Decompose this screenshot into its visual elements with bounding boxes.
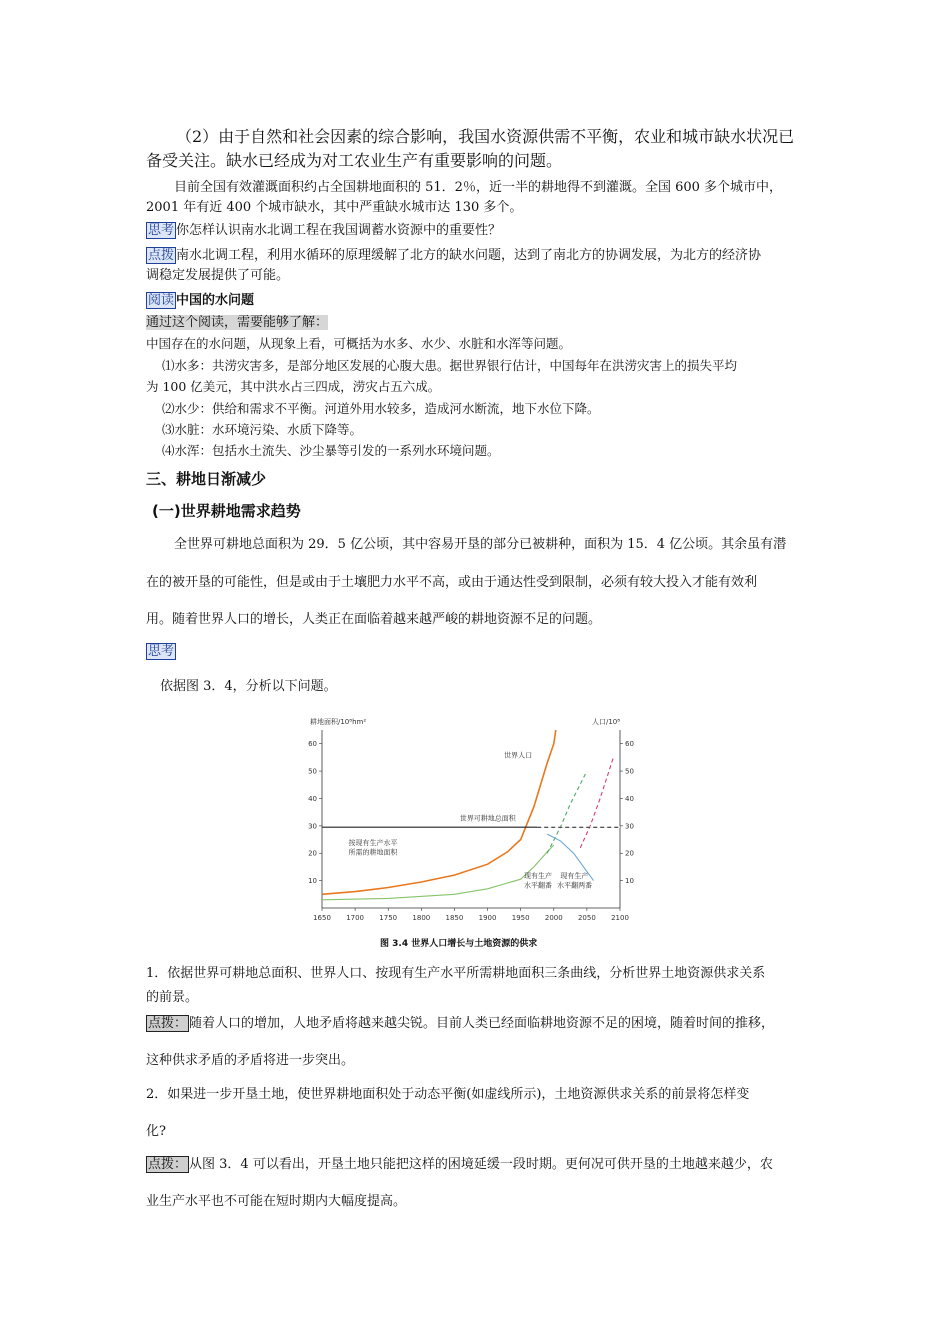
x-tick-label: 2050	[577, 914, 596, 922]
reading-heading: 阅读 中国的水问题	[148, 293, 255, 308]
paragraph-irrigation: 目前全国有效灌溉面积约占全国耕地面积的 51．2％，近一半的耕地得不到灌溉。全国 600 多个城市中，	[174, 180, 783, 195]
y-tick-label-left: 20	[308, 849, 317, 858]
water-item-4: ⑷水浑：包括水土流失、沙尘暴等引发的一系列水环境问题。	[162, 443, 500, 458]
section-title: 三、耕地日渐减少	[146, 470, 267, 488]
x-tick-label: 2100	[611, 914, 629, 922]
annotation-needed-2: 所需的耕地面积	[348, 848, 398, 857]
y-tick-label-left: 60	[308, 740, 317, 749]
question-1-cont: 的前景。	[146, 990, 199, 1005]
paragraph-arable-cont2: 用。随着世界人口的增长，人类正在面临着越来越严峻的耕地资源不足的问题。	[146, 612, 602, 627]
question-1: 1．依据世界可耕地总面积、世界人口、按现有生产水平所需耕地面积三条曲线，分析世界土地资源供求关系	[146, 966, 766, 981]
y-tick-label-right: 20	[625, 849, 634, 858]
x-tick-label: 1700	[346, 914, 365, 922]
annotation-needed-1: 按现有生产水平	[348, 839, 398, 848]
y-tick-label-right: 40	[625, 794, 634, 803]
hint-tag: 点拨：	[148, 1016, 188, 1031]
annotation-population: 世界人口	[504, 751, 533, 760]
hint-3-cont: 业生产水平也不可能在短时期内大幅度提高。	[146, 1194, 407, 1209]
hint-tag: 点拨：	[148, 1157, 188, 1172]
hint-2-cont: 这种供求矛盾的矛盾将进一步突出。	[146, 1053, 355, 1068]
x-tick-label: 1750	[379, 914, 398, 922]
read-tag: 阅读	[148, 293, 175, 308]
think-tag: 思考	[148, 644, 175, 659]
y-tick-label-left: 30	[308, 822, 317, 831]
x-tick-label: 1950	[511, 914, 530, 922]
y-tick-label-left: 40	[308, 794, 317, 803]
water-summary: 中国存在的水问题，从现象上看，可概括为水多、水少、水脏和水浑等问题。	[146, 336, 572, 351]
y-tick-label-right: 50	[625, 767, 634, 776]
paragraph-water-imbalance: （2）由于自然和社会因素的综合影响，我国水资源供需不平衡，农业和城市缺水状况已	[176, 127, 795, 146]
water-item-3: ⑶水脏：水环境污染、水质下降等。	[162, 422, 363, 437]
annotation-quad-2: 水平翻两番	[557, 881, 593, 890]
annotation-total-arable: 世界可耕地总面积	[459, 814, 516, 823]
water-item-1-cont: 为 100 亿美元，其中洪水占三四成，涝灾占五六成。	[146, 379, 441, 394]
figure-lead: 依据图 3．4，分析以下问题。	[160, 679, 337, 694]
y-axis-label-left: 耕地面积/10⁸hm²	[310, 718, 367, 726]
y-tick-label-left: 50	[308, 767, 317, 776]
y-tick-label-right: 60	[625, 740, 634, 749]
question-2-cont: 化?	[146, 1124, 166, 1139]
hint-2: 点拨： 随着人口的增加，人地矛盾将越来越尖锐。目前人类已经面临耕地资源不足的困境，随着时间的推移，	[148, 1016, 775, 1031]
hint-1-cont: 调稳定发展提供了可能。	[146, 268, 290, 283]
series-line-4	[547, 771, 587, 853]
question-2: 2．如果进一步开垦土地，使世界耕地面积处于动态平衡(如虚线所示)，土地资源供求关系的前景将怎样变	[146, 1087, 750, 1102]
paragraph-water-imbalance-cont: 备受关注。缺水已经成为对工农业生产有重要影响的问题。	[146, 151, 563, 170]
think-question-2	[146, 642, 814, 662]
x-tick-label: 1850	[445, 914, 464, 922]
water-item-1: ⑴水多：共涝灾害多，是部分地区发展的心腹大患。据世界银行估计，中国每年在洪涝灾害上的损失平均	[162, 358, 738, 373]
paragraph-irrigation-cont: 2001 年有近 400 个城市缺水，其中严重缺水城市达 130 多个。	[146, 200, 523, 215]
y-axis-label-right: 人口/10⁸	[592, 718, 621, 726]
y-tick-label-right: 10	[625, 877, 634, 886]
paragraph-arable-cont1: 在的被开垦的可能性，但是或由于土壤肥力水平不高，或由于通达性受到限制，必须有较大投入才能有效利	[146, 575, 758, 590]
annotation-double-1: 现有生产	[523, 871, 552, 880]
hint-1: 点拨 南水北调工程，利用水循环的原理缓解了北方的缺水问题，达到了南北方的协调发展，为北方的经济协	[148, 248, 762, 263]
y-tick-label-right: 30	[625, 822, 634, 831]
annotation-double-2: 水平翻番	[523, 881, 552, 890]
reading-intro: 通过这个阅读，需要能够了解：	[146, 315, 329, 330]
population-land-chart	[300, 716, 640, 928]
x-tick-label: 2000	[544, 914, 563, 922]
series-line-5	[580, 757, 613, 847]
think-tag: 思考	[148, 223, 175, 238]
annotation-quad-1: 现有生产	[560, 871, 589, 880]
paragraph-arable: 全世界可耕地总面积为 29．5 亿公顷，其中容易开垦的部分已被耕种，面积为 15．4 亿公顷。其余虽有潜	[174, 537, 787, 552]
x-tick-label: 1900	[478, 914, 497, 922]
hint-tag: 点拨	[148, 248, 175, 263]
figure-caption: 图 3.4 世界人口增长与土地资源的供求	[380, 939, 538, 949]
subsection-title: (一)世界耕地需求趋势	[152, 502, 301, 520]
think-question-1: 思考 你怎样认识南水北调工程在我国调蓄水资源中的重要性？	[148, 223, 502, 238]
y-tick-label-left: 10	[308, 877, 317, 886]
water-item-2: ⑵水少：供给和需求不平衡。河道外用水较多，造成河水断流，地下水位下降。	[162, 401, 600, 416]
x-tick-label: 1800	[412, 914, 431, 922]
x-tick-label: 1650	[313, 914, 331, 922]
hint-3: 点拨： 从图 3．4 可以看出，开垦土地只能把这样的困境延缓一段时期。更何况可供开垦的土地越来越少，农	[148, 1157, 773, 1172]
